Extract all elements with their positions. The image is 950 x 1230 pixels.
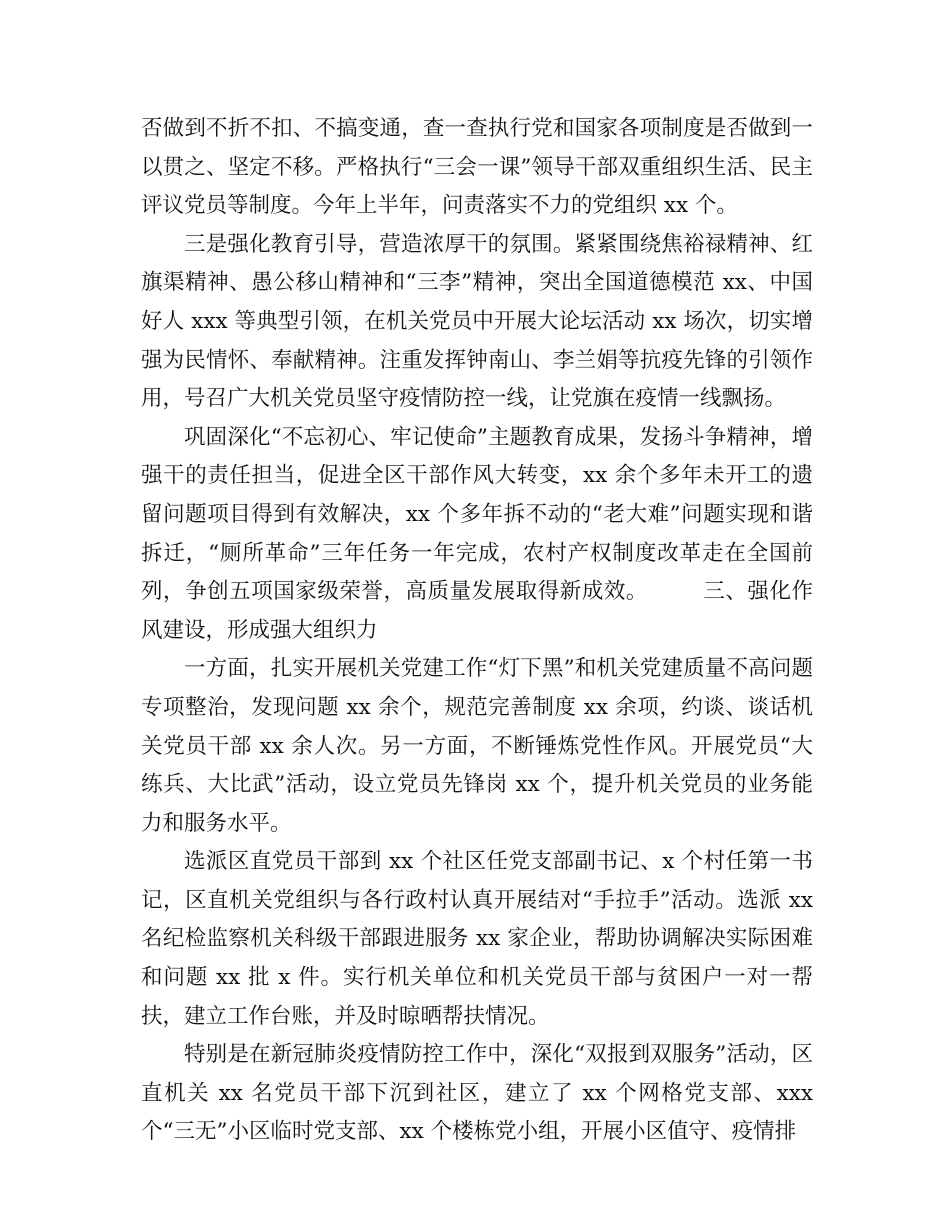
paragraph-education-guidance: 三是强化教育引导，营造浓厚干的氛围。紧紧围绕焦裕禄精神、红旗渠精神、愚公移山精神和“三李”精神，突出全国道德模范 xx、中国好人 xxx 等典型引领，在机关党员中开展大论坛活动 xx 场次，切实增强为民情怀、奉献精神。注重发挥钟南山、李兰娟等抗疫先锋的引领作用，号召广大机关党员坚守疫情防控一线，让党旗在疫情一线飘扬。 [141,231,813,412]
paragraph-cadre-dispatch: 选派区直党员干部到 xx 个社区任党支部副书记、x 个村任第一书记，区直机关党组织与各行政村认真开展结对“手拉手”活动。选派 xx 名纪检监察机关科级干部跟进服务 xx 家企业，帮助协调解决实际困难和问题 xx 批 x 件。实行机关单位和机关党员干部与贫困户一对一帮扶，建立工作台账，并及时晾晒帮扶情况。 [141,849,813,1029]
paragraph-continued: 否做到不折不扣、不搞变通，查一查执行党和国家各项制度是否做到一以贯之、坚定不移。严格执行“三会一课”领导干部双重组织生活、民主评议党员等制度。今年上半年，问责落实不力的党组织 xx 个。 [141,116,813,219]
paragraph-rectification: 一方面，扎实开展机关党建工作“灯下黑”和机关党建质量不高问题专项整治，发现问题 xx 余个，规范完善制度 xx 余项，约谈、谈话机关党员干部 xx 余人次。另一方面，不断锤炼党性作风。开展党员“大练兵、大比武”活动，设立党员先锋岗 xx 个，提升机关党员的业务能力和服务水平。 [141,656,813,836]
document-body [141,110,813,1152]
paragraph-epidemic-control: 特别是在新冠肺炎疫情防控工作中，深化“双报到双服务”活动，区直机关 xx 名党员干部下沉到社区，建立了 xx 个网格党支部、xxx 个“三无”小区临时党支部、xx 个楼栋党小组，开展小区值守、疫情排 [141,1042,813,1145]
paragraph-theme-education: 巩固深化“不忘初心、牢记使命”主题教育成果，发扬斗争精神，增强干的责任担当，促进全区干部作风大转变，xx 余个多年未开工的遗留问题项目得到有效解决，xx 个多年拆不动的“老大难”问题实现和谐拆迁，“厕所革命”三年任务一年完成，农村产权制度改革走在全国前列，争创五项国家级荣誉，高质量发展取得新成效。 三、强化作风建设，形成强大组织力 [141,424,813,643]
